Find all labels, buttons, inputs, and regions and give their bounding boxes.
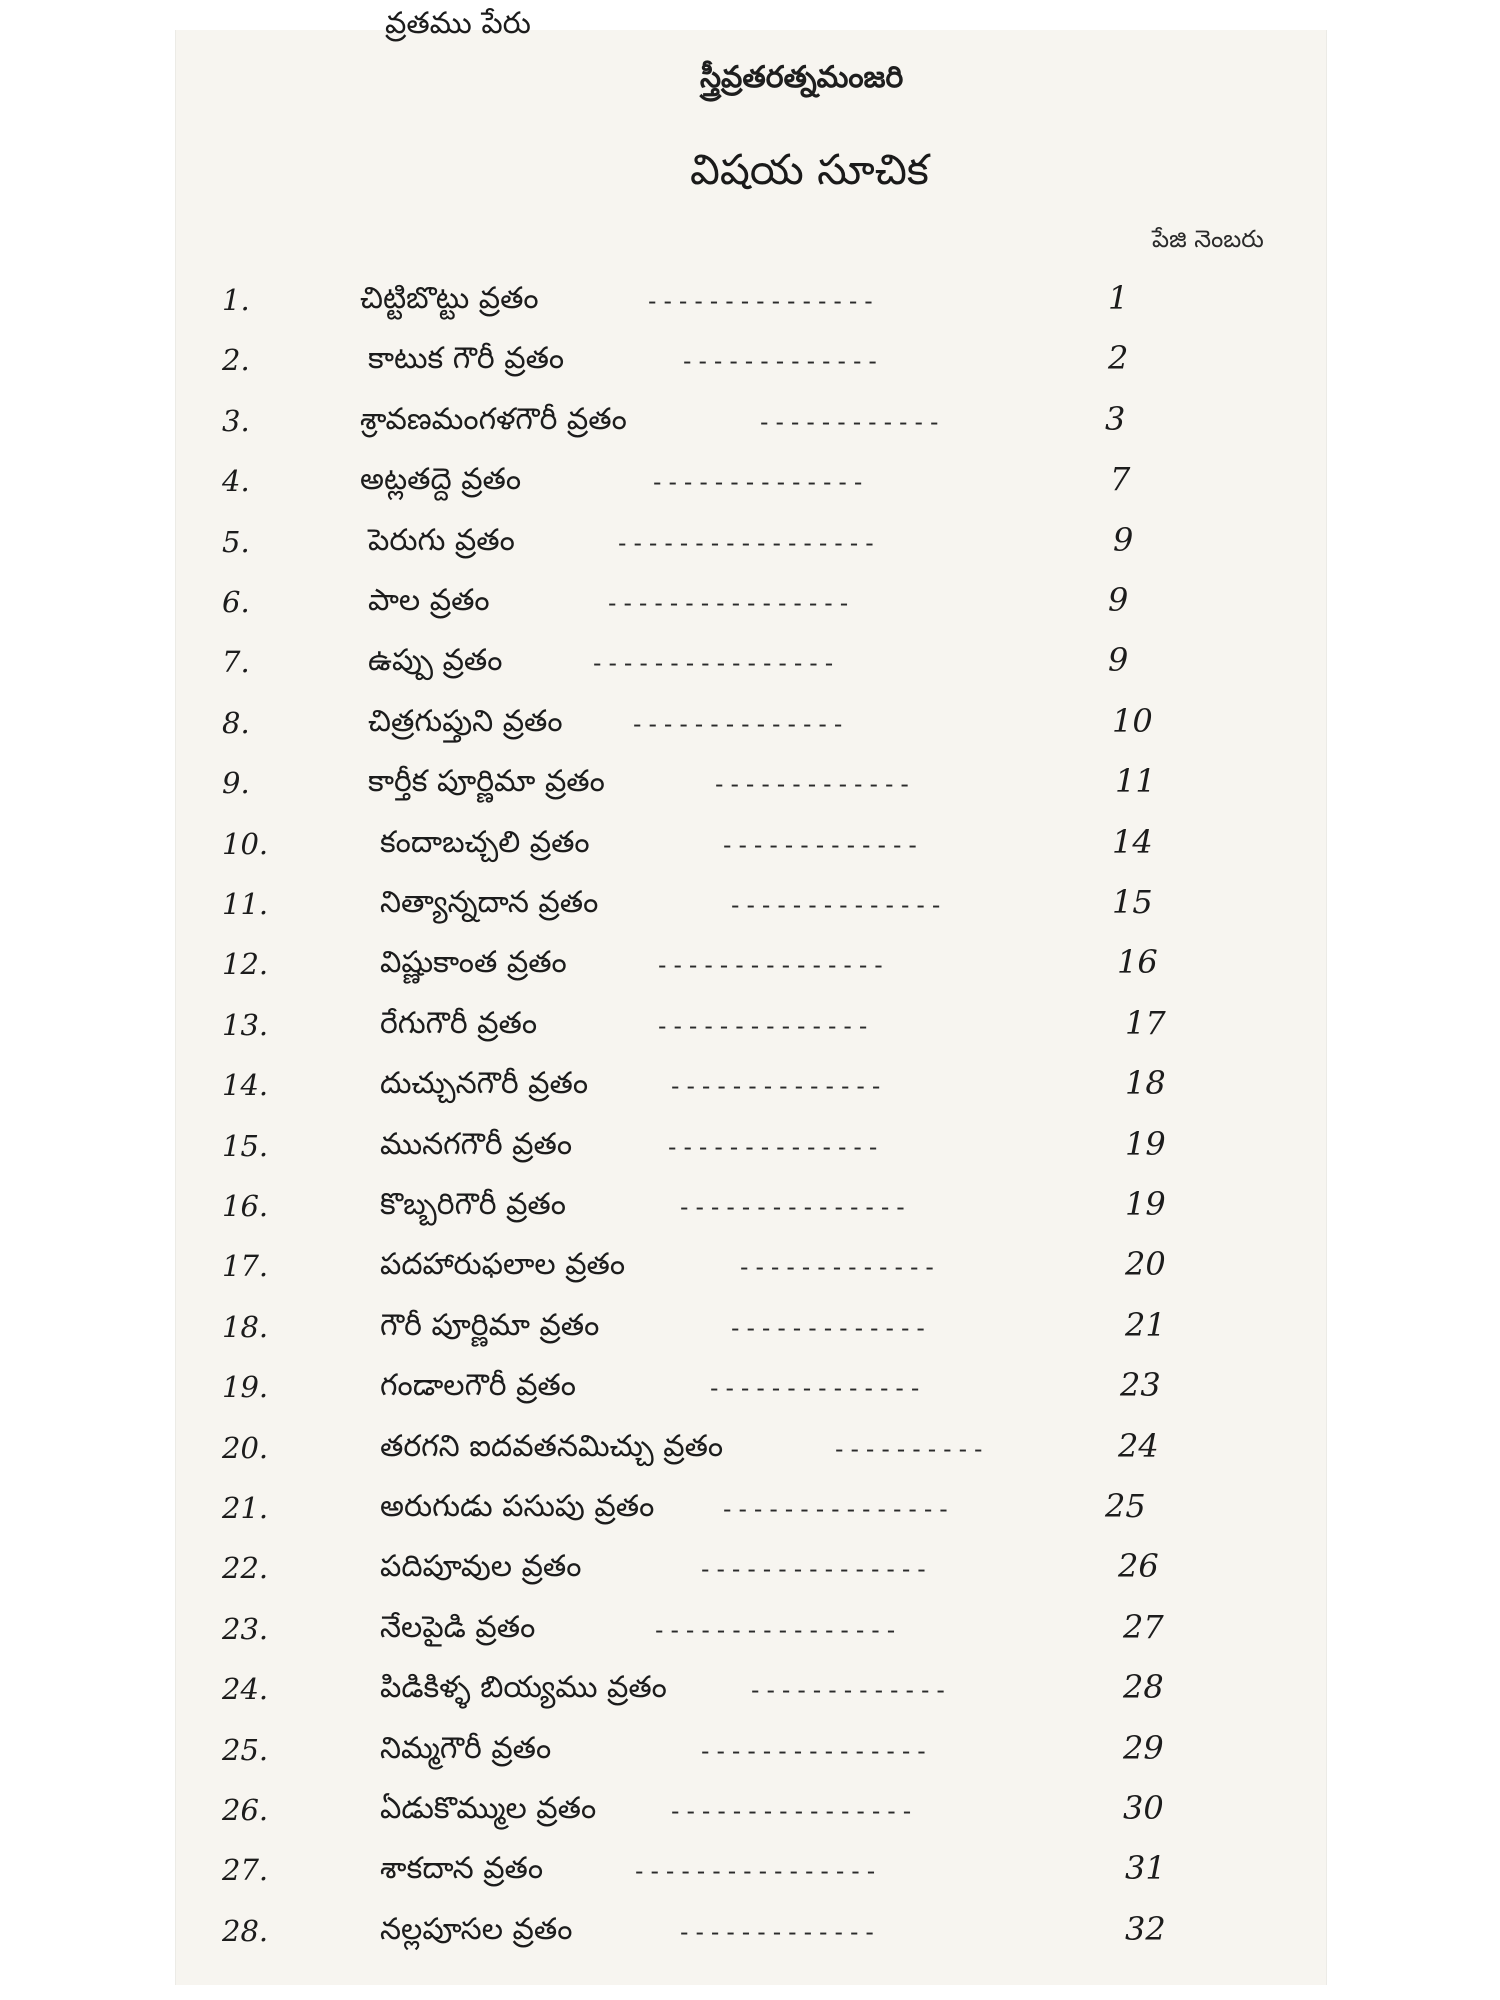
toc-entry-number: 26. (222, 1793, 269, 1827)
toc-row (0, 1423, 1500, 1479)
leader-dashes: ---------- (832, 1434, 987, 1463)
toc-entry-page-number: 18 (1125, 1064, 1166, 1103)
toc-entry-name: శ్రావణమంగళగౌరీ వ్రతం (360, 401, 627, 437)
toc-entry-name: పదహారుఫలాల వ్రతం (380, 1247, 626, 1283)
leader-dashes: ------------- (712, 770, 913, 799)
toc-row (0, 879, 1500, 935)
toc-row (0, 758, 1500, 814)
leader-dashes: ------------- (680, 347, 881, 376)
toc-entry-page-number: 17 (1125, 1003, 1166, 1042)
toc-entry-number: 12. (222, 947, 269, 982)
toc-entry-number: 9. (222, 766, 250, 801)
toc-entry-page-number: 2 (1108, 339, 1129, 378)
leader-dashes: ----------------- (615, 528, 878, 557)
toc-row (0, 275, 1500, 331)
toc-entry-page-number: 27 (1123, 1607, 1164, 1646)
leader-dashes: -------------- (665, 1132, 882, 1161)
leader-dashes: --------------- (698, 1736, 930, 1765)
toc-entry-page-number: 28 (1123, 1668, 1164, 1707)
toc-entry-name: కొబ్బరిగౌరీ వ్రతం (380, 1187, 566, 1222)
toc-row (0, 456, 1500, 512)
toc-entry-page-number: 21 (1125, 1305, 1166, 1344)
toc-entry-number: 5. (222, 524, 250, 559)
toc-entry-page-number: 24 (1118, 1426, 1159, 1465)
toc-entry-name: నిమ్మగౌరీ వ్రతం (380, 1730, 552, 1766)
toc-row (0, 1241, 1500, 1297)
toc-entry-name: మునగగౌరీ వ్రతం (380, 1126, 573, 1162)
toc-entry-name: అరుగుడు పసుపు వ్రతం (380, 1489, 655, 1524)
toc-entry-number: 2. (222, 343, 250, 378)
toc-entry-page-number: 9 (1108, 581, 1129, 619)
leader-dashes: ------------- (748, 1676, 949, 1705)
toc-entry-name: గౌరీ పూర్ణిమా వ్రతం (380, 1307, 600, 1343)
toc-entry-name: నేలపైడి వ్రతం (380, 1609, 536, 1645)
toc-row (0, 1121, 1500, 1177)
toc-entry-number: 21. (222, 1491, 269, 1525)
toc-row (0, 1483, 1500, 1539)
toc-entry-page-number: 19 (1125, 1124, 1166, 1163)
leader-dashes: ------------- (737, 1253, 938, 1282)
toc-row (0, 819, 1500, 875)
toc-entry-name: పదిపూవుల వ్రతం (380, 1549, 582, 1585)
leader-dashes: -------------- (630, 709, 847, 738)
toc-entry-name: విష్ణుకాంత వ్రతం (380, 945, 567, 981)
toc-row (0, 577, 1500, 633)
toc-entry-number: 13. (222, 1007, 269, 1042)
toc-entry-page-number: 32 (1125, 1909, 1166, 1948)
toc-entry-page-number: 11 (1115, 762, 1156, 801)
toc-entry-number: 20. (222, 1430, 269, 1465)
toc-entry-number: 27. (222, 1853, 269, 1888)
leader-dashes: --------------- (645, 287, 877, 315)
toc-entry-number: 8. (222, 705, 250, 740)
toc-entry-number: 14. (222, 1068, 269, 1103)
leader-dashes: --------------- (720, 1495, 952, 1523)
toc-entry-page-number: 20 (1125, 1245, 1166, 1284)
toc-row (0, 517, 1500, 573)
toc-entry-number: 22. (222, 1551, 269, 1586)
toc-entry-number: 19. (222, 1370, 269, 1405)
toc-entry-page-number: 25 (1105, 1487, 1146, 1525)
toc-entry-number: 3. (222, 403, 250, 438)
toc-row (0, 1725, 1500, 1781)
toc-row (0, 1000, 1500, 1056)
toc-entry-name: రేగుగౌరీ వ్రతం (380, 1005, 538, 1041)
toc-entry-name: కాటుక గౌరీ వ్రతం (368, 341, 565, 377)
leader-dashes: ---------------- (590, 649, 838, 678)
toc-row (0, 939, 1500, 995)
toc-entry-number: 4. (222, 464, 250, 499)
leader-dashes: -------------- (707, 1374, 924, 1403)
leader-dashes: ------------- (677, 1917, 878, 1946)
toc-entry-number: 24. (222, 1672, 269, 1707)
toc-entry-number: 10. (222, 826, 269, 861)
toc-entry-name: నల్లపూసల వ్రతం (380, 1911, 573, 1947)
toc-entry-page-number: 9 (1108, 641, 1129, 680)
toc-entry-page-number: 14 (1112, 822, 1153, 861)
toc-row (0, 1060, 1500, 1116)
toc-entry-name: ఏడుకొమ్ముల వ్రతం (380, 1791, 597, 1826)
toc-entry-number: 1. (222, 283, 250, 317)
toc-entry-number: 18. (222, 1309, 269, 1344)
toc-entry-page-number: 23 (1120, 1366, 1161, 1405)
leader-dashes: ------------- (720, 830, 921, 859)
column-header-vratam-name: వ్రతము పేరు (385, 6, 531, 41)
toc-entry-page-number: 10 (1112, 701, 1153, 740)
toc-row (0, 335, 1500, 391)
toc-entry-name: కార్తీక పూర్ణిమా వ్రతం (368, 764, 605, 800)
leader-dashes: -------------- (655, 1011, 872, 1040)
toc-entry-page-number: 26 (1118, 1547, 1159, 1586)
toc-entry-page-number: 31 (1125, 1849, 1166, 1888)
leader-dashes: -------------- (728, 891, 945, 919)
toc-row (0, 1785, 1500, 1841)
toc-row (0, 637, 1500, 693)
toc-entry-page-number: 16 (1117, 943, 1158, 982)
toc-entry-name: తరగని ఐదవతనమిచ్చు వ్రతం (380, 1428, 724, 1464)
toc-entry-number: 16. (222, 1189, 269, 1223)
leader-dashes: --------------- (677, 1193, 909, 1221)
toc-row (0, 1181, 1500, 1237)
toc-row (0, 1362, 1500, 1418)
leader-dashes: ---------------- (668, 1797, 916, 1825)
leader-dashes: ---------------- (632, 1857, 880, 1886)
toc-row (0, 1664, 1500, 1720)
toc-entry-name: గండాలగౌరీ వ్రతం (380, 1368, 576, 1404)
leader-dashes: ---------------- (605, 589, 853, 617)
toc-entry-number: 6. (222, 585, 250, 619)
leader-dashes: --------------- (698, 1555, 930, 1584)
toc-row (0, 698, 1500, 754)
index-title: విషయ సూచిక (690, 145, 929, 194)
toc-entry-page-number: 19 (1125, 1185, 1166, 1223)
toc-entry-name: శాకదాన వ్రతం (380, 1851, 544, 1887)
column-header-page-number: పేజి నెంబరు (1152, 225, 1264, 253)
book-title: స్త్రీవ్రతరత్నమంజరి (700, 60, 904, 95)
leader-dashes: -------------- (650, 468, 867, 497)
toc-entry-number: 15. (222, 1128, 269, 1163)
toc-entry-name: నిత్యాన్నదాన వ్రతం (380, 885, 599, 920)
toc-entry-name: కందాబచ్చలి వ్రతం (380, 824, 590, 860)
toc-entry-name: పాల వ్రతం (368, 583, 490, 618)
toc-row (0, 1302, 1500, 1358)
toc-entry-number: 28. (222, 1913, 269, 1948)
toc-entry-page-number: 30 (1123, 1789, 1164, 1827)
toc-entry-number: 11. (222, 887, 269, 921)
leader-dashes: ---------------- (652, 1615, 900, 1644)
leader-dashes: -------------- (668, 1072, 885, 1101)
toc-entry-name: చిత్రగుప్తుని వ్రతం (368, 703, 563, 739)
toc-entry-name: చిట్టిబొట్టు వ్రతం (360, 281, 539, 316)
leader-dashes: ------------ (757, 407, 943, 436)
toc-entry-name: ఉప్పు వ్రతం (368, 643, 503, 679)
leader-dashes: --------------- (655, 951, 887, 980)
toc-entry-name: పెరుగు వ్రతం (368, 522, 515, 558)
leader-dashes: ------------- (728, 1313, 929, 1342)
toc-entry-page-number: 1 (1108, 279, 1129, 317)
toc-entry-name: పిడికిళ్ళ బియ్యము వ్రతం (380, 1670, 667, 1706)
toc-entry-number: 25. (222, 1732, 269, 1767)
toc-entry-page-number: 9 (1113, 520, 1134, 559)
toc-entry-page-number: 15 (1112, 883, 1153, 921)
toc-row (0, 1543, 1500, 1599)
toc-entry-page-number: 3 (1105, 399, 1126, 438)
toc-entry-number: 7. (222, 645, 250, 680)
toc-entry-name: అట్లతద్దె వ్రతం (360, 462, 522, 498)
toc-row (0, 1604, 1500, 1660)
toc-row (0, 396, 1500, 452)
toc-row (0, 1845, 1500, 1901)
toc-entry-number: 23. (222, 1611, 269, 1646)
toc-entry-number: 17. (222, 1249, 269, 1284)
toc-entry-page-number: 29 (1123, 1728, 1164, 1767)
toc-entry-name: దుచ్చునగౌరీ వ్రతం (380, 1066, 589, 1102)
toc-row (0, 1906, 1500, 1962)
toc-entry-page-number: 7 (1110, 460, 1131, 499)
